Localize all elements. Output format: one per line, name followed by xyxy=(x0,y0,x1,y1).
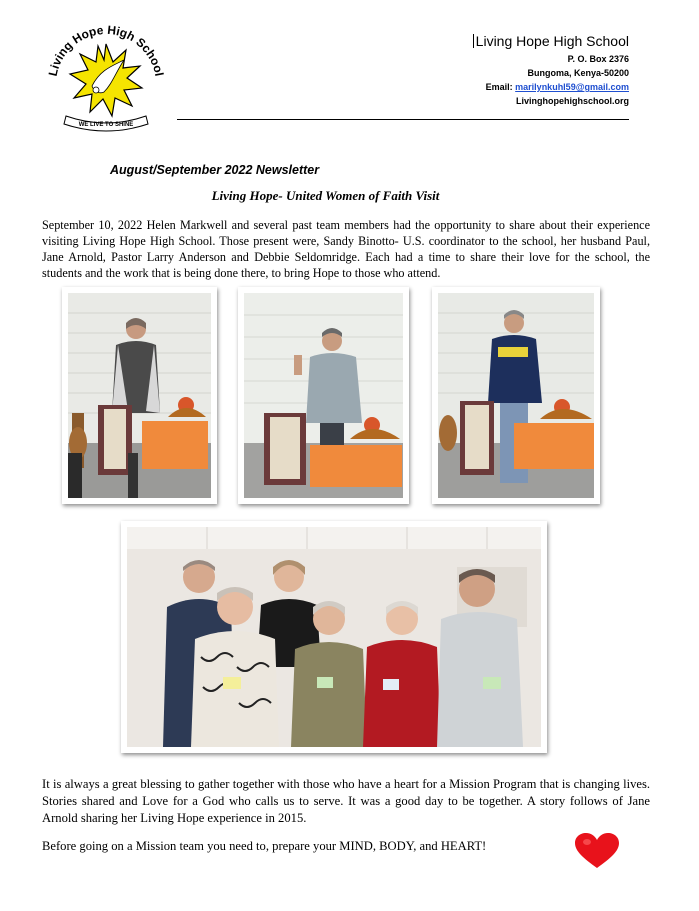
newsletter-subtitle xyxy=(0,188,699,204)
intro-paragraph: September 10, 2022 Helen Markwell and several past team members had the opportunity to share about their experience visiting Living Hope High School. Those present were, Sandy Binotto- U.S. coordinator to the school, her husband Paul, Jane Arnold, Pastor Larry Anderson and Debbie Seldomridge. Each had a time to share their love for the school, the students and the work that is being done there, to bring Hope to those who attend. xyxy=(42,218,650,280)
svg-text:WE LIVE TO SHINE: WE LIVE TO SHINE xyxy=(78,122,134,128)
header-city: Bungoma, Kenya-50200 xyxy=(527,68,629,78)
header-school-name: Living Hope High School xyxy=(473,33,629,49)
newsletter-title: August/September 2022 Newsletter xyxy=(110,163,320,177)
photo-speaker-man-pastor xyxy=(238,287,409,504)
photo-group xyxy=(121,521,547,753)
svg-text:Living Hope High School: Living Hope High School xyxy=(45,22,167,78)
subtitle-text: Living Hope- United Women of Faith Visit xyxy=(211,188,440,203)
header-website: Livinghopehighschool.org xyxy=(516,96,629,106)
header-po-box: P. O. Box 2376 xyxy=(567,54,629,64)
closing-paragraph: It is always a great blessing to gather together with those who have a heart for a Mission Program that is changing lives. Stories shared and Love for a God who calls us to serve. It was a good day to be together. A story follows of Jane Arnold sharing her Living Hope experience in 2015. xyxy=(42,777,650,825)
email-link[interactable]: marilynkuhl59@gmail.com xyxy=(515,82,629,92)
school-logo xyxy=(42,14,170,132)
photo-speaker-woman xyxy=(62,287,217,504)
email-label: Email: xyxy=(485,82,513,92)
header-divider xyxy=(177,119,629,120)
heart-icon xyxy=(575,833,619,869)
photo-speaker-man-blue-shirt xyxy=(432,287,600,504)
mission-prep-line: Before going on a Mission team you need to, prepare your MIND, BODY, and HEART! xyxy=(42,839,487,853)
header-email-line xyxy=(486,82,629,92)
